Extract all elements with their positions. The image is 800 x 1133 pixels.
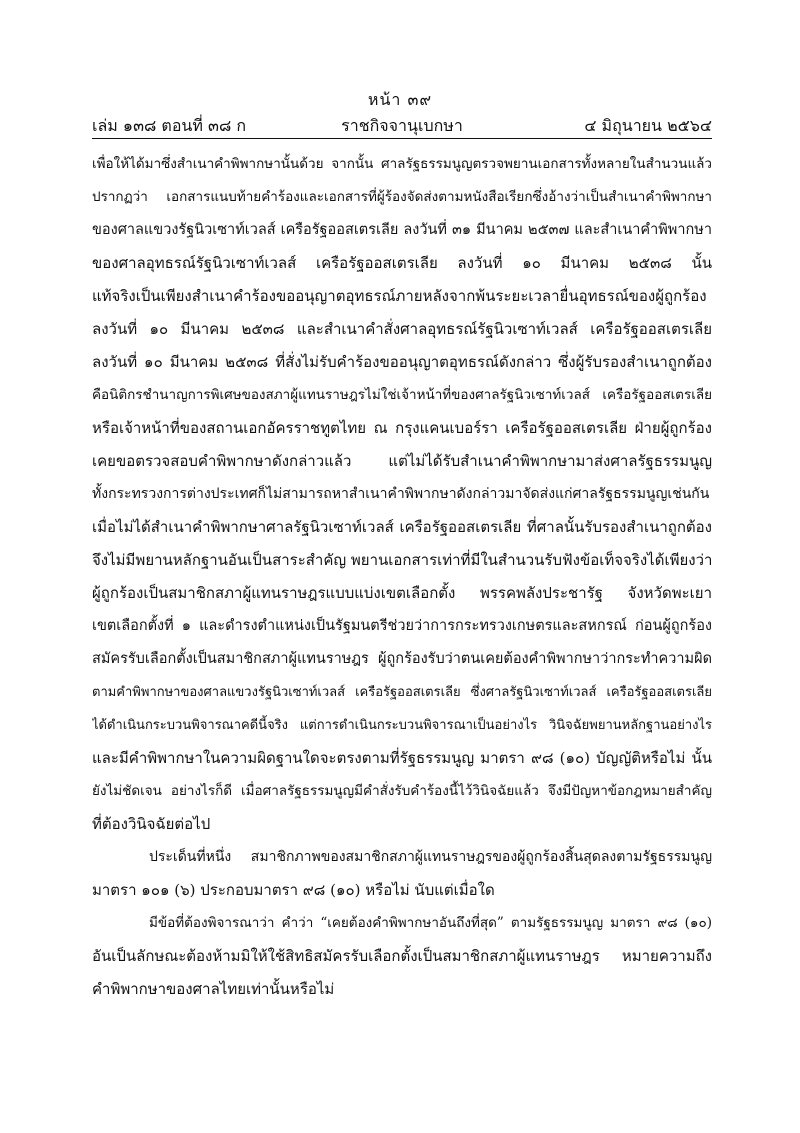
paragraph-line: เมื่อไม่ได้สำเนาคำพิพากษาศาลรัฐนิวเซาท์เวลส์ เครือรัฐออสเตรเลีย ที่ศาลนั้นรับรองสำเนาถูกต้อง <box>92 518 712 536</box>
paragraph-line: ลงวันที่ ๑๐ มีนาคม ๒๕๓๘ ที่สั่งไม่รับคำร้องขออนุญาตอุทธรณ์ดังกล่าว ซึ่งผู้รับรองสำเนาถูกต้อง <box>92 353 712 371</box>
paragraph-line: หรือเจ้าหน้าที่ของสถานเอกอัครราชทูตไทย ณ กรุงแคนเบอร์รา เครือรัฐออสเตรเลีย ฝ่ายผู้ถูกร้อง <box>92 419 712 437</box>
paragraph-line: แท้จริงเป็นเพียงสำเนาคำร้องขออนุญาตอุทธรณ์ภายหลังจากพ้นระยะเวลายื่นอุทธรณ์ของผู้ถูกร้อง <box>92 287 707 305</box>
paragraph-line: และมีคำพิพากษาในความผิดฐานใดจะตรงตามที่รัฐธรรมนูญ มาตรา ๙๘ (๑๐) บัญญัติหรือไม่ นั้น <box>92 749 712 767</box>
paragraph-line: ของศาลแขวงรัฐนิวเซาท์เวลส์ เครือรัฐออสเตรเลีย ลงวันที่ ๓๑ มีนาคม ๒๕๓๗ และสำเนาคำพิพากษา <box>92 222 712 238</box>
consideration-line: มีข้อที่ต้องพิจารณาว่า คำว่า “เคยต้องคำพิพากษาอันถึงที่สุด” ตามรัฐธรรมนูญ มาตรา ๙๘ (๑๐) <box>149 915 712 931</box>
paragraph-line: ของศาลอุทธรณ์รัฐนิวเซาท์เวลส์ เครือรัฐออสเตรเลีย ลงวันที่ ๑๐ มีนาคม ๒๕๓๘ นั้น <box>92 254 712 272</box>
page-number: หน้า ๓๙ <box>367 90 433 109</box>
issue-one-heading-line: ประเด็นที่หนึ่ง สมาชิกภาพของสมาชิกสภาผู้แทนราษฎรของผู้ถูกร้องสิ้นสุดลงตามรัฐธรรมนูญ <box>149 849 712 865</box>
paragraph-line: ผู้ถูกร้องเป็นสมาชิกสภาผู้แทนราษฎรแบบแบ่งเขตเลือกตั้ง พรรคพลังประชารัฐ จังหวัดพะเยา <box>92 584 712 602</box>
publication-date: ๔ มิถุนายน ๒๕๖๔ <box>584 116 712 135</box>
header-divider <box>92 138 712 139</box>
publication-title: ราชกิจจานุเบกษา <box>341 116 463 135</box>
paragraph-line: เคยขอตรวจสอบคำพิพากษาดังกล่าวแล้ว แต่ไม่ได้รับสำเนาคำพิพากษามาส่งศาลรัฐธรรมนูญ <box>92 452 712 470</box>
volume-issue: เล่ม ๑๓๘ ตอนที่ ๓๘ ก <box>92 116 247 135</box>
paragraph-line: ได้ดำเนินกระบวนพิจารณาคดีนี้จริง แต่การดำเนินกระบวนพิจารณาเป็นอย่างไร วินิจฉัยพยานหลักฐานอย่างไร <box>92 718 712 733</box>
paragraph-line: จึงไม่มีพยานหลักฐานอันเป็นสาระสำคัญ พยานเอกสารเท่าที่มีในสำนวนรับฟังข้อเท็จจริงได้เพียงว่า <box>92 551 712 569</box>
paragraph-line: ตามคำพิพากษาของศาลแขวงรัฐนิวเซาท์เวลส์ เครือรัฐออสเตรเลีย ซึ่งศาลรัฐนิวเซาท์เวลส์ เครือรัฐออสเตรเลีย <box>92 685 712 700</box>
paragraph-line: คือนิติกรชำนาญการพิเศษของสภาผู้แทนราษฎรไม่ใช่เจ้าหน้าที่ของศาลรัฐนิวเซาท์เวลส์ เครือรัฐออสเตรเลีย <box>92 387 712 403</box>
paragraph-line: สมัครรับเลือกตั้งเป็นสมาชิกสภาผู้แทนราษฎร ผู้ถูกร้องรับว่าตนเคยต้องคำพิพากษาว่ากระทำความผิด <box>92 651 712 667</box>
running-header <box>92 114 712 138</box>
paragraph-line: ที่ต้องวินิจฉัยต่อไป <box>92 815 211 833</box>
paragraph-line: เพื่อให้ได้มาซึ่งสำเนาคำพิพากษานั้นด้วย จากนั้น ศาลรัฐธรรมนูญตรวจพยานเอกสารทั้งหลายในสำนวนแล้ว <box>92 156 712 172</box>
paragraph-line: ยังไม่ชัดเจน อย่างไรก็ดี เมื่อศาลรัฐธรรมนูญมีคำสั่งรับคำร้องนี้ไว้วินิจฉัยแล้ว จึงมีปัญหาข้อกฎหมายสำคัญ <box>92 783 712 799</box>
consideration-line: อันเป็นลักษณะต้องห้ามมิให้ใช้สิทธิสมัครรับเลือกตั้งเป็นสมาชิกสภาผู้แทนราษฎร หมายความถึง <box>92 947 712 965</box>
paragraph-line: ปรากฏว่า เอกสารแนบท้ายคำร้องและเอกสารที่ผู้ร้องจัดส่งตามหนังสือเรียกซึ่งอ้างว่าเป็นสำเนาคำพิพากษา <box>92 189 712 205</box>
paragraph-line: ทั้งกระทรวงการต่างประเทศก็ไม่สามารถหาสำเนาคำพิพากษาดังกล่าวมาจัดส่งแก่ศาลรัฐธรรมนูญเช่นกัน <box>92 486 710 502</box>
paragraph-line: ลงวันที่ ๑๐ มีนาคม ๒๕๓๘ และสำเนาคำสั่งศาลอุทธรณ์รัฐนิวเซาท์เวลส์ เครือรัฐออสเตรเลีย <box>92 320 712 338</box>
issue-one-heading-line: มาตรา ๑๐๑ (๖) ประกอบมาตรา ๙๘ (๑๐) หรือไม่ นับแต่เมื่อใด <box>92 881 495 899</box>
body-text <box>92 148 712 1006</box>
consideration-line: คำพิพากษาของศาลไทยเท่านั้นหรือไม่ <box>92 980 335 998</box>
paragraph-line: เขตเลือกตั้งที่ ๑ และดำรงตำแหน่งเป็นรัฐมนตรีช่วยว่าการกระทรวงเกษตรและสหกรณ์ ก่อนผู้ถูกร้อง <box>92 618 712 634</box>
